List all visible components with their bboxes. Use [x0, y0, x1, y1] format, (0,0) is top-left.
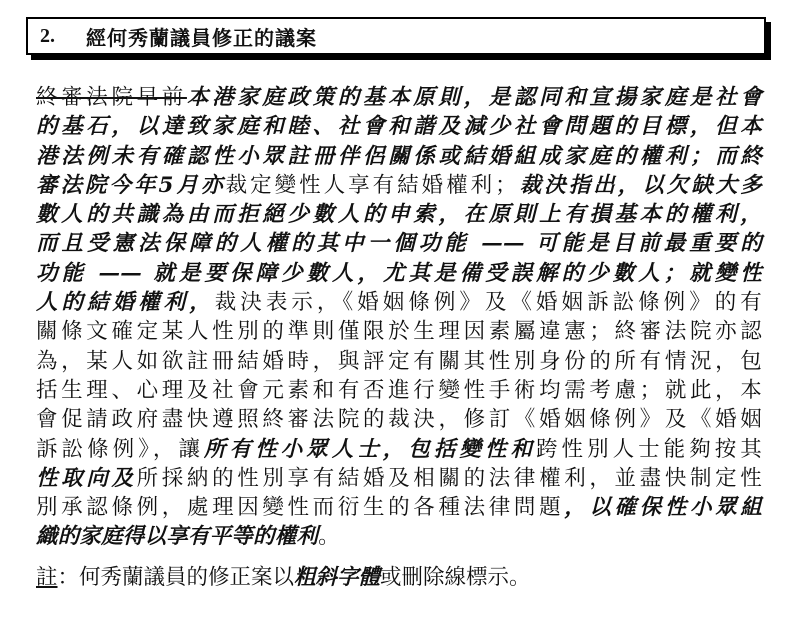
text-line: [36, 317, 762, 346]
text-line: [36, 435, 762, 464]
original-text: 括生理、心理及社會元素和有否進行變性手術均需考慮；就此，本: [36, 377, 762, 403]
inserted-text: 審法院今年5月亦: [36, 172, 226, 198]
note-text-end: 或刪除線標示。: [380, 565, 531, 590]
inserted-text: 本港家庭政策的基本原則，是認同和宣揚家庭是社會: [186, 85, 762, 110]
text-line: [36, 288, 762, 317]
original-text: 關條文確定某人性別的準則僅限於生理因素屬違憲；終審法院亦認: [36, 319, 762, 345]
inserted-text: 數人的共識為由而拒絕少數人的申索，在原則上有損基本的權利，: [36, 202, 762, 228]
original-text: 訴訟條例》，讓: [36, 436, 205, 462]
text-line: [36, 376, 762, 405]
text-line: [36, 83, 762, 112]
text-line: [36, 112, 762, 141]
original-text: 別承認條例，處理因變性而衍生的各種法律問題: [36, 495, 565, 521]
inserted-text: 港法例未有確認性小眾註冊伴侶關係或結婚組成家庭的權利；而終: [36, 143, 762, 169]
original-text: 裁定變性人享有結婚權利；: [225, 172, 517, 198]
original-text: 。: [318, 524, 340, 550]
original-text: 裁決表示，《婚姻條例》及《婚姻訴訟條例》的有: [214, 290, 762, 316]
original-text: 為，某人如欲註冊結婚時，與評定有關其性別身份的所有情況，包: [36, 348, 762, 374]
text-line: [36, 493, 762, 522]
footnote: [36, 563, 762, 592]
inserted-text: 所有性小眾人士，包括變性和: [204, 436, 536, 462]
text-line: [36, 347, 762, 376]
original-text: 跨性別人士能夠按其: [536, 436, 762, 462]
section-number: 2.: [40, 24, 55, 47]
amended-motion-text: [36, 83, 762, 552]
inserted-text: 人的結婚權利，: [36, 290, 215, 316]
inserted-text: 織的家庭得以享有平等的權利: [36, 524, 319, 550]
note-text: ：何秀蘭議員的修正案以: [57, 565, 295, 590]
text-line: [36, 522, 762, 551]
text-line: [36, 229, 762, 258]
text-line: [36, 405, 762, 434]
inserted-text: 的基石，以達致家庭和睦、社會和諧及減少社會問題的目標，但本: [36, 114, 762, 140]
inserted-text: ，以確保性小眾組: [564, 495, 762, 521]
inserted-text: 而且受憲法保障的人權的其中一個功能 —— 可能是目前最重要的: [36, 231, 762, 257]
text-line: [36, 200, 762, 229]
section-heading-box: [26, 17, 766, 55]
original-text: 所採納的性別享有結婚及相關的法律權利，並盡快制定性: [136, 465, 762, 491]
deleted-text: 終審法院早前: [36, 85, 187, 110]
note-bold-italic-sample: 粗斜字體: [294, 565, 381, 590]
text-line: [36, 171, 762, 200]
inserted-text: 性取向及: [36, 465, 137, 491]
section-title: 經何秀蘭議員修正的議案: [86, 25, 317, 50]
inserted-text: 裁決指出，以欠缺大多: [516, 172, 763, 198]
note-label: 註: [36, 565, 58, 590]
text-line: [36, 259, 762, 288]
text-line: [36, 464, 762, 493]
original-text: 會促請政府盡快遵照終審法院的裁決，修訂《婚姻條例》及《婚姻: [36, 407, 762, 433]
text-line: [36, 142, 762, 171]
inserted-text: 功能 —— 就是要保障少數人，尤其是備受誤解的少數人；就變性: [36, 260, 762, 286]
